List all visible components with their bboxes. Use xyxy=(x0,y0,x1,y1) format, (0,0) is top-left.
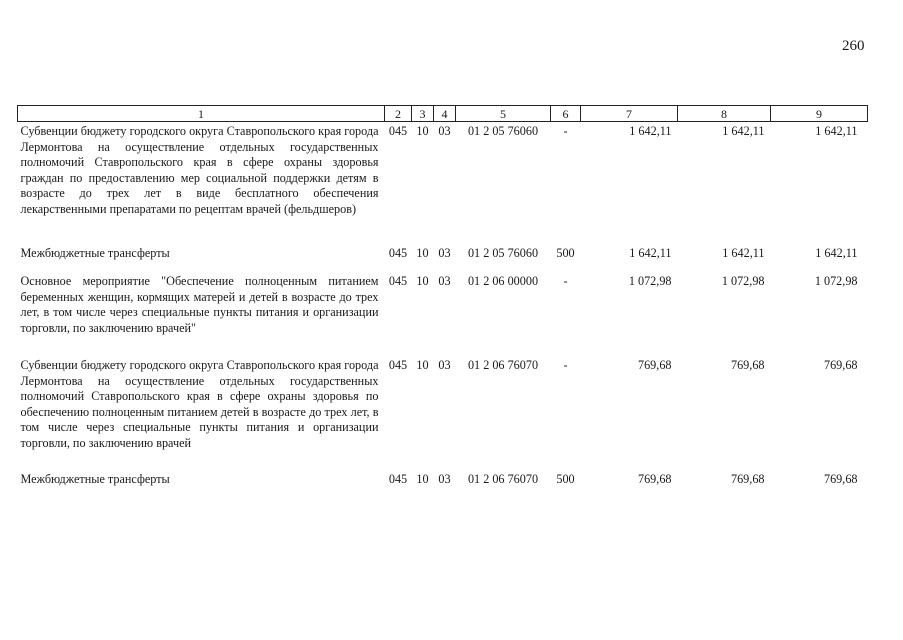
cell-amount-9: 769,68 xyxy=(823,358,858,372)
cell-target-article: 01 2 05 76060 xyxy=(467,246,539,260)
header-col-9: 9 xyxy=(771,106,868,122)
cell-amount-9: 1 642,11 xyxy=(815,124,858,138)
row-name: Межбюджетные трансферты xyxy=(20,246,170,260)
header-col-5: 5 xyxy=(456,106,551,122)
cell-target-article: 01 2 05 76060 xyxy=(467,124,539,138)
cell-amount-7: 1 642,11 xyxy=(629,124,672,138)
cell-amount-7: 769,68 xyxy=(637,472,672,486)
cell-amount-9: 769,68 xyxy=(823,472,858,486)
cell-amount-8: 769,68 xyxy=(730,472,765,486)
cell-section: 10 xyxy=(416,246,429,260)
table-row xyxy=(18,274,868,358)
budget-table xyxy=(17,105,868,492)
page-number: 260 xyxy=(842,38,865,54)
header-row xyxy=(18,106,868,122)
table-row xyxy=(18,122,868,243)
cell-section: 10 xyxy=(416,472,429,486)
header-col-4: 4 xyxy=(434,106,456,122)
row-name: Субвенции бюджету городского округа Ставропольского края города Лермонтова на осуществление отдельных государственных полномочий Ставропольского края в сфере охраны здоровья по обеспечению полноценным питанием детей в возрасте до трех лет, в том числе через специальные пункты питания и организации торговли, по заключению врачей xyxy=(20,358,379,450)
cell-amount-7: 769,68 xyxy=(637,358,672,372)
cell-amount-8: 769,68 xyxy=(730,358,765,372)
cell-expense-type: - xyxy=(563,358,568,372)
cell-amount-9: 1 072,98 xyxy=(814,274,858,288)
cell-amount-8: 1 642,11 xyxy=(722,246,765,260)
cell-ministry-code: 045 xyxy=(388,274,408,288)
header-col-2: 2 xyxy=(385,106,412,122)
cell-subsection: 03 xyxy=(438,358,451,372)
header-col-8: 8 xyxy=(678,106,771,122)
table-row xyxy=(18,242,868,274)
cell-expense-type: 500 xyxy=(556,246,575,260)
cell-section: 10 xyxy=(416,274,429,288)
cell-amount-8: 1 642,11 xyxy=(722,124,765,138)
header-col-1: 1 xyxy=(18,106,385,122)
cell-subsection: 03 xyxy=(438,274,451,288)
cell-amount-9: 1 642,11 xyxy=(815,246,858,260)
cell-subsection: 03 xyxy=(438,472,451,486)
cell-expense-type: - xyxy=(563,124,568,138)
header-col-7: 7 xyxy=(581,106,678,122)
cell-expense-type: 500 xyxy=(556,472,575,486)
cell-ministry-code: 045 xyxy=(388,246,408,260)
cell-subsection: 03 xyxy=(438,246,451,260)
cell-amount-7: 1 642,11 xyxy=(629,246,672,260)
cell-amount-7: 1 072,98 xyxy=(628,274,672,288)
cell-amount-8: 1 072,98 xyxy=(721,274,765,288)
row-name: Основное мероприятие "Обеспечение полноценным питанием беременных женщин, кормящих матерей и детей в возрасте до трех лет, в том числе через специальные пункты питания и организации торговли, по заключению врачей" xyxy=(20,274,379,335)
cell-target-article: 01 2 06 00000 xyxy=(467,274,539,288)
cell-target-article: 01 2 06 76070 xyxy=(467,358,539,372)
cell-subsection: 03 xyxy=(438,124,451,138)
header-col-3: 3 xyxy=(412,106,434,122)
header-col-6: 6 xyxy=(551,106,581,122)
cell-section: 10 xyxy=(416,358,429,372)
cell-ministry-code: 045 xyxy=(388,124,408,138)
cell-target-article: 01 2 06 76070 xyxy=(467,472,539,486)
table-row xyxy=(18,472,868,492)
table-row xyxy=(18,358,868,472)
cell-expense-type: - xyxy=(563,274,568,288)
cell-section: 10 xyxy=(416,124,429,138)
row-name: Субвенции бюджету городского округа Ставропольского края города Лермонтова на осуществление отдельных государственных полномочий Ставропольского края в сфере охраны здоровья граждан по предоставлению мер социальной поддержки детям в возрасте до трех лет в виде бесплатного обеспечения лекарственными препаратами по рецептам врачей (фельдшеров) xyxy=(20,124,379,216)
cell-ministry-code: 045 xyxy=(388,472,408,486)
row-name: Межбюджетные трансферты xyxy=(20,472,170,486)
cell-ministry-code: 045 xyxy=(388,358,408,372)
